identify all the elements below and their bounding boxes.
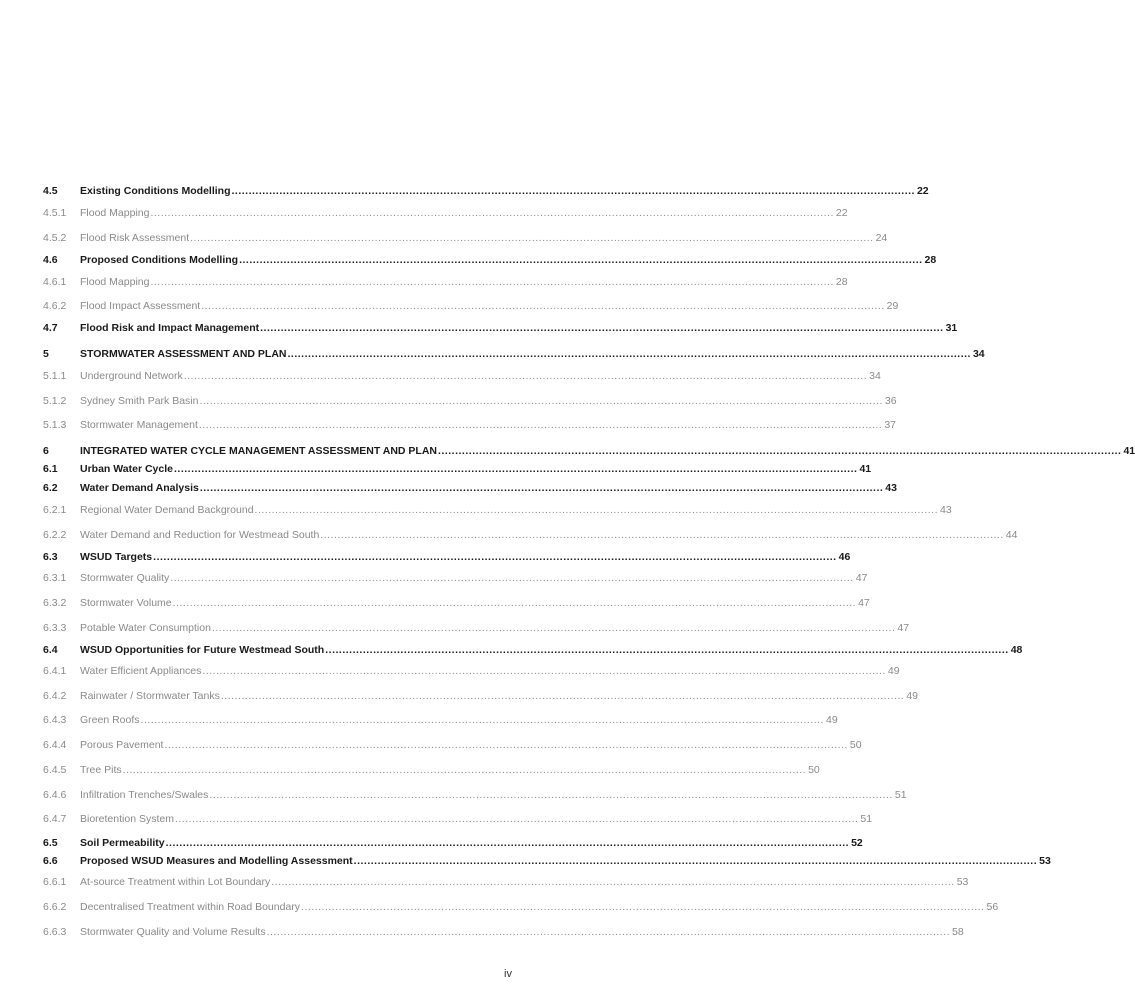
toc-dot-leader: ........................................................................................................................................................................................................: [254, 504, 938, 516]
toc-entry-page: 56: [986, 901, 999, 913]
toc-entry[interactable]: [43, 184, 929, 198]
toc-entry-page: 53: [1039, 855, 1051, 867]
toc-entry-title: Flood Mapping: [80, 207, 150, 219]
toc-entry-title: WSUD Opportunities for Future Westmead South: [80, 644, 325, 656]
toc-entry-title: Stormwater Quality and Volume Results: [80, 926, 266, 938]
toc-entry-number: 4.5: [43, 185, 58, 197]
toc-entry-title: At-source Treatment within Lot Boundary: [80, 876, 271, 888]
toc-entry[interactable]: [43, 275, 848, 289]
toc-dot-leader: ........................................................................................................................................................................................................: [150, 207, 834, 219]
toc-entry[interactable]: [43, 713, 838, 727]
toc-entry-number: 6.4.7: [43, 813, 67, 825]
toc-entry-number: 5.1.1: [43, 370, 67, 382]
toc-entry[interactable]: [43, 836, 863, 850]
toc-entry-page: 50: [849, 739, 862, 751]
toc-entry-page: 47: [855, 572, 868, 584]
toc-dot-leader: ........................................................................................................................................................................................................: [153, 551, 837, 563]
toc-entry-page: 47: [858, 597, 870, 609]
toc-dot-leader: ........................................................................................................................................................................................................: [198, 419, 883, 431]
toc-entry-number: 4.5.1: [43, 207, 67, 219]
toc-dot-leader: ........................................................................................................................................................................................................: [183, 370, 868, 382]
toc-entry[interactable]: [43, 788, 907, 802]
toc-entry-title: Soil Permeability: [80, 837, 165, 849]
toc-entry-page: 58: [952, 926, 964, 938]
toc-dot-leader: ........................................................................................................................................................................................................: [271, 876, 955, 888]
toc-entry-number: 5: [43, 348, 49, 360]
toc-dot-leader: ........................................................................................................................................................................................................: [165, 837, 850, 849]
toc-entry-page: 24: [875, 232, 888, 244]
toc-entry[interactable]: [43, 812, 873, 826]
toc-entry[interactable]: [43, 299, 899, 313]
toc-entry-number: 6.6.3: [43, 926, 67, 938]
toc-entry[interactable]: [43, 462, 872, 476]
toc-entry-number: 6.2.2: [43, 529, 67, 541]
toc-entry-page: 29: [886, 300, 899, 312]
toc-entry[interactable]: [43, 481, 897, 495]
toc-entry-number: 5.1.2: [43, 395, 67, 407]
toc-entry[interactable]: [43, 444, 1135, 458]
toc-entry-page: 51: [860, 813, 873, 825]
toc-entry-number: 6.6.1: [43, 876, 67, 888]
toc-dot-leader: ........................................................................................................................................................................................................: [172, 597, 857, 609]
toc-entry-page: 28: [835, 276, 848, 288]
toc-entry[interactable]: [43, 596, 870, 610]
toc-entry[interactable]: [43, 571, 868, 585]
toc-dot-leader: ........................................................................................................................................................................................................: [170, 572, 854, 584]
toc-dot-leader: ........................................................................................................................................................................................................: [173, 463, 858, 475]
toc-entry[interactable]: [43, 253, 937, 267]
toc-entry[interactable]: [43, 347, 985, 361]
toc-entry-number: 6.4.3: [43, 714, 67, 726]
toc-entry-number: 6.4.4: [43, 739, 67, 751]
toc-entry-number: 4.5.2: [43, 232, 67, 244]
toc-dot-leader: ........................................................................................................................................................................................................: [150, 276, 834, 288]
toc-entry-page: 31: [945, 322, 958, 334]
toc-entry-title: STORMWATER ASSESSMENT AND PLAN: [80, 348, 287, 360]
toc-entry-title: Rainwater / Stormwater Tanks: [80, 690, 220, 702]
toc-entry-page: 22: [835, 207, 848, 219]
toc-entry-number: 6.2: [43, 482, 58, 494]
toc-entry-title: Urban Water Cycle: [80, 463, 173, 475]
toc-entry-number: 4.7: [43, 322, 58, 334]
toc-dot-leader: ........................................................................................................................................................................................................: [353, 855, 1038, 867]
toc-entry-number: 6.6: [43, 855, 58, 867]
toc-entry-title: Water Efficient Appliances: [80, 665, 202, 677]
toc-entry-page: 49: [887, 665, 900, 677]
toc-entry-title: Proposed Conditions Modelling: [80, 254, 239, 266]
toc-entry-title: Porous Pavement: [80, 739, 164, 751]
toc-entry-title: Flood Risk and Impact Management: [80, 322, 260, 334]
toc-entry[interactable]: [43, 925, 964, 939]
toc-dot-leader: ........................................................................................................................................................................................................: [122, 764, 807, 776]
toc-entry-number: 6.1: [43, 463, 58, 475]
toc-entry[interactable]: [43, 900, 999, 914]
toc-entry-title: Green Roofs: [80, 714, 140, 726]
toc-dot-leader: ........................................................................................................................................................................................................: [209, 789, 893, 801]
toc-entry[interactable]: [43, 875, 969, 889]
toc-entry-number: 4.6.1: [43, 276, 67, 288]
toc-dot-leader: ........................................................................................................................................................................................................: [287, 348, 971, 360]
toc-entry-page: 34: [972, 348, 985, 360]
toc-dot-leader: ........................................................................................................................................................................................................: [325, 644, 1009, 656]
toc-entry-number: 6.3: [43, 551, 58, 563]
toc-entry-page: 53: [956, 876, 969, 888]
toc-entry-page: 49: [825, 714, 838, 726]
toc-entry-number: 6.5: [43, 837, 58, 849]
toc-entry-page: 44: [1005, 529, 1018, 541]
toc-entry-number: 6.2.1: [43, 504, 67, 516]
toc-entry-title: Potable Water Consumption: [80, 622, 211, 634]
toc-entry[interactable]: [43, 231, 888, 245]
toc-dot-leader: ........................................................................................................................................................................................................: [199, 482, 884, 494]
toc-entry-page: 52: [851, 837, 863, 849]
toc-entry-number: 6: [43, 445, 49, 457]
toc-entry-number: 6.4.5: [43, 764, 67, 776]
toc-entry[interactable]: [43, 369, 881, 383]
toc-entry[interactable]: [43, 550, 851, 564]
toc-entry-page: 37: [884, 419, 897, 431]
toc-entry[interactable]: [43, 503, 952, 517]
toc-entry[interactable]: [43, 528, 1018, 542]
toc-entry-page: 49: [906, 690, 918, 702]
toc-dot-leader: ........................................................................................................................................................................................................: [301, 901, 985, 913]
toc-entry-number: 6.4.1: [43, 665, 67, 677]
toc-entry-page: 46: [838, 551, 851, 563]
toc-entry-page: 28: [924, 254, 937, 266]
toc-entry-title: Existing Conditions Modelling: [80, 185, 231, 197]
toc-entry[interactable]: [43, 738, 862, 752]
toc-entry-title: Flood Mapping: [80, 276, 150, 288]
toc-entry[interactable]: [43, 621, 910, 635]
toc-entry-page: 43: [940, 504, 952, 516]
toc-dot-leader: ........................................................................................................................................................................................................: [239, 254, 923, 266]
toc-entry-number: 6.6.2: [43, 901, 67, 913]
toc-entry[interactable]: [43, 394, 897, 408]
toc-entry-title: Water Demand and Reduction for Westmead South: [80, 529, 320, 541]
toc-dot-leader: ........................................................................................................................................................................................................: [201, 300, 885, 312]
toc-entry[interactable]: [43, 854, 1051, 868]
toc-entry-number: 6.3.2: [43, 597, 67, 609]
toc-entry-title: Proposed WSUD Measures and Modelling Assessment: [80, 855, 353, 867]
toc-dot-leader: ........................................................................................................................................................................................................: [174, 813, 859, 825]
toc-entry-title: WSUD Targets: [80, 551, 153, 563]
toc-entry-number: 6.4.2: [43, 690, 67, 702]
toc-entry-page: 51: [894, 789, 907, 801]
toc-entry[interactable]: [43, 689, 918, 703]
toc-entry-page: 47: [897, 622, 910, 634]
toc-entry-number: 4.6: [43, 254, 58, 266]
toc-entry-title: Bioretention System: [80, 813, 174, 825]
toc-entry-number: 6.4: [43, 644, 58, 656]
toc-entry-number: 5.1.3: [43, 419, 67, 431]
toc-entry-page: 41: [859, 463, 872, 475]
toc-dot-leader: ........................................................................................................................................................................................................: [199, 395, 883, 407]
toc-entry-title: Decentralised Treatment within Road Boundary: [80, 901, 301, 913]
toc-entry-page: 36: [884, 395, 897, 407]
toc-entry-number: 6.3.1: [43, 572, 67, 584]
toc-entry-number: 6.4.6: [43, 789, 67, 801]
toc-dot-leader: ........................................................................................................................................................................................................: [231, 185, 915, 197]
toc-entry-title: Flood Impact Assessment: [80, 300, 201, 312]
toc-entry-page: 43: [885, 482, 897, 494]
toc-entry-title: Flood Risk Assessment: [80, 232, 190, 244]
toc-dot-leader: ........................................................................................................................................................................................................: [140, 714, 824, 726]
toc-entry-title: Stormwater Management: [80, 419, 198, 431]
toc-entry-title: INTEGRATED WATER CYCLE MANAGEMENT ASSESSMENT AND PLAN: [80, 445, 438, 457]
toc-entry[interactable]: [43, 643, 1023, 657]
toc-entry-title: Underground Network: [80, 370, 183, 382]
toc-entry[interactable]: [43, 418, 897, 432]
page-number: iv: [504, 968, 512, 980]
toc-entry-title: Stormwater Volume: [80, 597, 172, 609]
toc-entry[interactable]: [43, 763, 820, 777]
toc-dot-leader: ........................................................................................................................................................................................................: [266, 926, 951, 938]
toc-entry[interactable]: [43, 664, 900, 678]
toc-entry-number: 6.3.3: [43, 622, 67, 634]
toc-entry-page: 22: [916, 185, 929, 197]
toc-dot-leader: ........................................................................................................................................................................................................: [164, 739, 848, 751]
toc-entry-title: Water Demand Analysis: [80, 482, 199, 494]
toc-dot-leader: ........................................................................................................................................................................................................: [260, 322, 944, 334]
toc-dot-leader: ........................................................................................................................................................................................................: [220, 690, 905, 702]
toc-entry[interactable]: [43, 321, 958, 335]
toc-entry-page: 34: [869, 370, 881, 382]
toc-dot-leader: ........................................................................................................................................................................................................: [438, 445, 1122, 457]
toc-entry-title: Sydney Smith Park Basin: [80, 395, 199, 407]
toc-entry-title: Infiltration Trenches/Swales: [80, 789, 209, 801]
toc-entry-title: Tree Pits: [80, 764, 122, 776]
toc-dot-leader: ........................................................................................................................................................................................................: [320, 529, 1004, 541]
toc-entry-page: 48: [1010, 644, 1023, 656]
toc-dot-leader: ........................................................................................................................................................................................................: [211, 622, 896, 634]
toc-entry-page: 41: [1123, 445, 1135, 457]
toc-entry[interactable]: [43, 206, 848, 220]
toc-dot-leader: ........................................................................................................................................................................................................: [202, 665, 886, 677]
toc-entry-page: 50: [808, 764, 820, 776]
toc-entry-title: Regional Water Demand Background: [80, 504, 254, 516]
toc-dot-leader: ........................................................................................................................................................................................................: [190, 232, 874, 244]
toc-entry-number: 4.6.2: [43, 300, 67, 312]
toc-entry-title: Stormwater Quality: [80, 572, 170, 584]
